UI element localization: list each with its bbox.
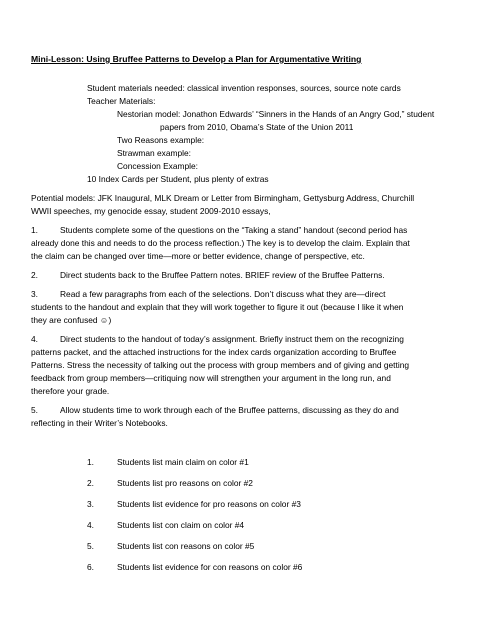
step-number: 2. [31, 270, 38, 280]
step-text-line: therefore your grade. [31, 386, 110, 396]
sub-step-text: Students list con claim on color #4 [117, 520, 245, 530]
strawman-example: Strawman example: [117, 148, 192, 158]
teacher-materials-heading: Teacher Materials: [87, 96, 156, 106]
step-number: 4. [31, 334, 38, 344]
nestorian-model-line-1: Nestorian model: Jonathon Edwards’ “Sinners in the Hands of an Angry God,” student [117, 109, 435, 119]
step-number: 5. [31, 405, 38, 415]
concession-example: Concession Example: [117, 161, 198, 171]
step-text-line: patterns packet, and the attached instructions for the index cards organization according to Bruffee [31, 347, 397, 357]
step-text-line: feedback from group members—critiquing now will strengthen your argument in the long run, and [31, 373, 391, 383]
step-number: 3. [31, 289, 38, 299]
sub-step-text: Students list main claim on color #1 [117, 457, 249, 467]
sub-step-text: Students list pro reasons on color #2 [117, 478, 253, 488]
potential-models-line-1: Potential models: JFK Inaugural, MLK Dream or Letter from Birmingham, Gettysburg Address, Churchill [31, 193, 415, 203]
step-text-line: Allow students time to work through each of the Bruffee patterns, discussing as they do and [60, 405, 399, 415]
page-title: Mini-Lesson: Using Bruffee Patterns to Develop a Plan for Argumentative Writing [31, 54, 362, 64]
step-text-line: they are confused ☺) [31, 315, 112, 325]
index-cards-note: 10 Index Cards per Student, plus plenty of extras [87, 174, 269, 184]
sub-step-number: 2. [87, 478, 94, 488]
sub-step-number: 3. [87, 499, 94, 509]
step-number: 1. [31, 225, 38, 235]
step-text-line: already done this and needs to do the process reflection.) The key is to develop the claim. Explain that [31, 238, 410, 248]
step-text-line: Read a few paragraphs from each of the selections. Don’t discuss what they are—direct [60, 289, 386, 299]
step-text-line: Direct students back to the Bruffee Pattern notes. BRIEF review of the Bruffee Patterns. [60, 270, 385, 280]
sub-step-number: 4. [87, 520, 94, 530]
sub-step-text: Students list evidence for con reasons on color #6 [117, 562, 303, 572]
sub-step-text: Students list con reasons on color #5 [117, 541, 255, 551]
step-text-line: Students complete some of the questions on the “Taking a stand” handout (second period has [60, 225, 408, 235]
step-text-line: reflecting in their Writer’s Notebooks. [31, 418, 168, 428]
step-text-line: Patterns. Stress the necessity of talking out the process with group members and of giving and getting [31, 360, 410, 370]
sub-step-text: Students list evidence for pro reasons on color #3 [117, 499, 301, 509]
step-text-line: students to the handout and explain that they will work together to figure it out (because I like it when [31, 302, 404, 312]
sub-step-number: 5. [87, 541, 94, 551]
nestorian-model-line-2: papers from 2010, Obama’s State of the Union 2011 [160, 122, 354, 132]
sub-step-number: 1. [87, 457, 94, 467]
two-reasons-example: Two Reasons example: [117, 135, 205, 145]
step-text-line: Direct students to the handout of today’s assignment. Briefly instruct them on the recognizing [60, 334, 404, 344]
student-materials: Student materials needed: classical invention responses, sources, source note cards [87, 83, 401, 93]
potential-models-line-2: WWII speeches, my genocide essay, student 2009-2010 essays, [31, 206, 271, 216]
sub-step-number: 6. [87, 562, 94, 572]
step-text-line: the claim can be changed over time—more or better evidence, change of perspective, etc. [31, 251, 365, 261]
